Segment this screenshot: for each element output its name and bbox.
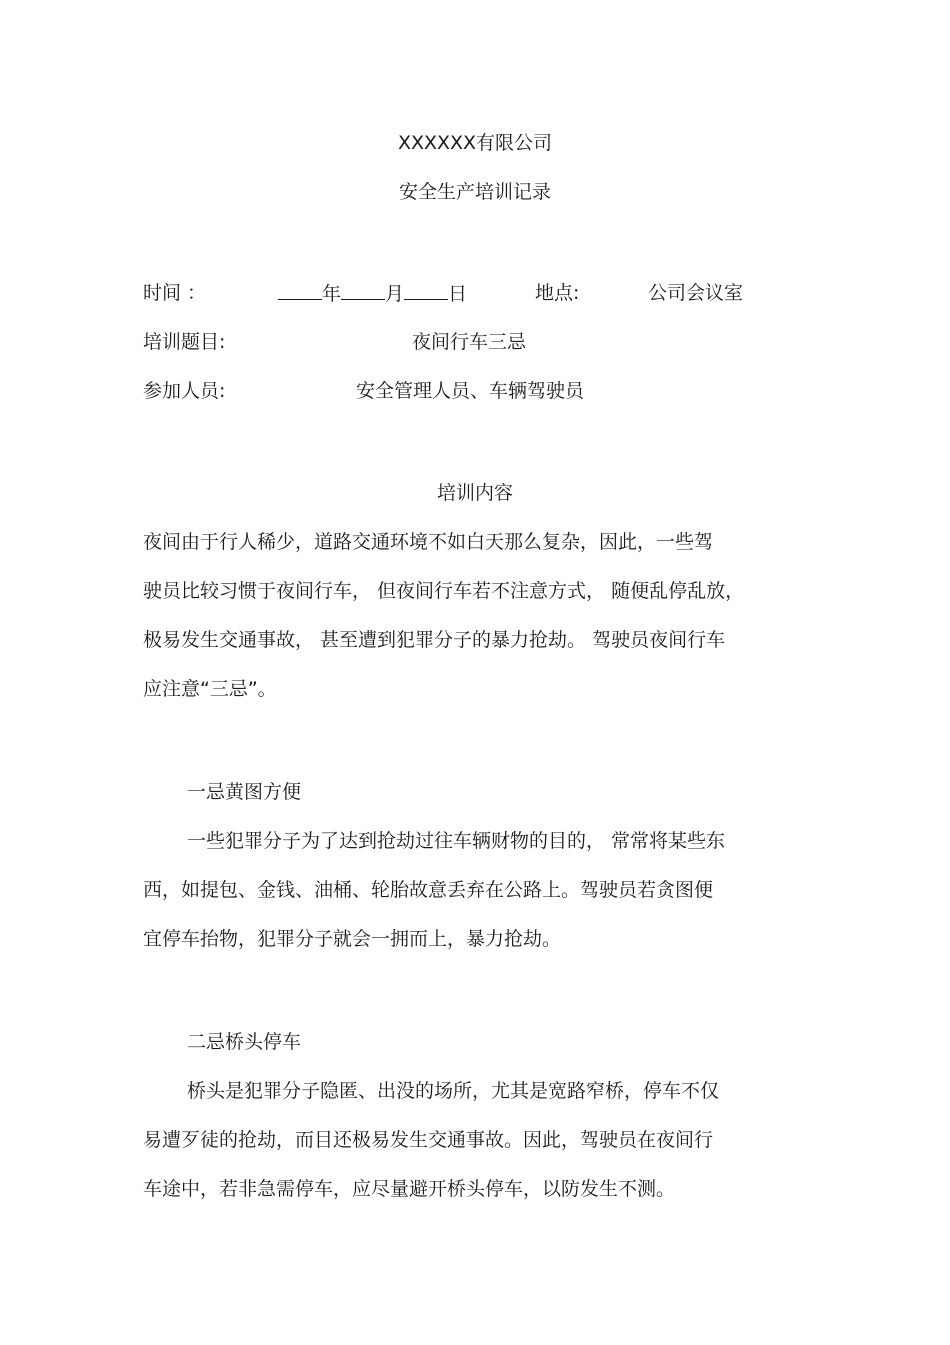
document-title: 安全生产培训记录 [398, 181, 551, 203]
section2-line: 易遭歹徒的抢劫，而目还极易发生交通事故。因此，驾驶员在夜间行 [143, 1129, 714, 1151]
section2-line: 桥头是犯罪分子隐匿、出没的场所，尤其是宽路窄桥，停车不仅 [187, 1080, 720, 1102]
day-blank [404, 281, 448, 300]
attendees-value: 安全管理人员、车辆驾驶员 [356, 380, 585, 402]
section1-line: 一些犯罪分子为了达到抢劫过往车辆财物的目的， 常常将某些东 [187, 830, 726, 852]
intro-line: 极易发生交通事故， 甚至遭到犯罪分子的暴力抢劫。 驾驶员夜间行车 [143, 629, 726, 651]
intro-line: 应注意“三忌”。 [143, 678, 277, 700]
section2-line: 车途中，若非急需停车，应尽量避开桥头停车，以防发生不测。 [143, 1178, 676, 1200]
section1-line: 西，如提包、金钱、油桶、轮胎故意丢弃在公路上。驾驶员若贪图便 [143, 879, 714, 901]
intro-line: 夜间由于行人稀少，道路交通环境不如白天那么复杂，因此，一些驾 [143, 531, 714, 553]
section1-line: 宜停车抬物，犯罪分子就会一拥而上，暴力抢劫。 [143, 928, 562, 950]
year-blank [278, 281, 322, 300]
location-label: 地点: [535, 282, 580, 304]
date-fields [278, 281, 467, 306]
month-label: 月 [385, 283, 405, 305]
day-label: 日 [448, 283, 468, 305]
topic-value: 夜间行车三忌 [412, 331, 527, 353]
year-label: 年 [322, 283, 342, 305]
content-heading: 培训内容 [436, 482, 513, 504]
attendees-label: 参加人员: [143, 380, 226, 402]
section1-title: 一忌黄图方便 [187, 781, 302, 803]
section2-title: 二忌桥头停车 [187, 1031, 302, 1053]
location-value: 公司会议室 [648, 282, 744, 304]
time-label: 时间 ： [143, 282, 207, 304]
month-blank [341, 281, 385, 300]
company-name: XXXXXX有限公司 [397, 132, 553, 154]
intro-line: 驶员比较习惯于夜间行车， 但夜间行车若不注意方式， 随便乱停乱放， [143, 580, 745, 602]
topic-label: 培训题目: [143, 331, 226, 353]
